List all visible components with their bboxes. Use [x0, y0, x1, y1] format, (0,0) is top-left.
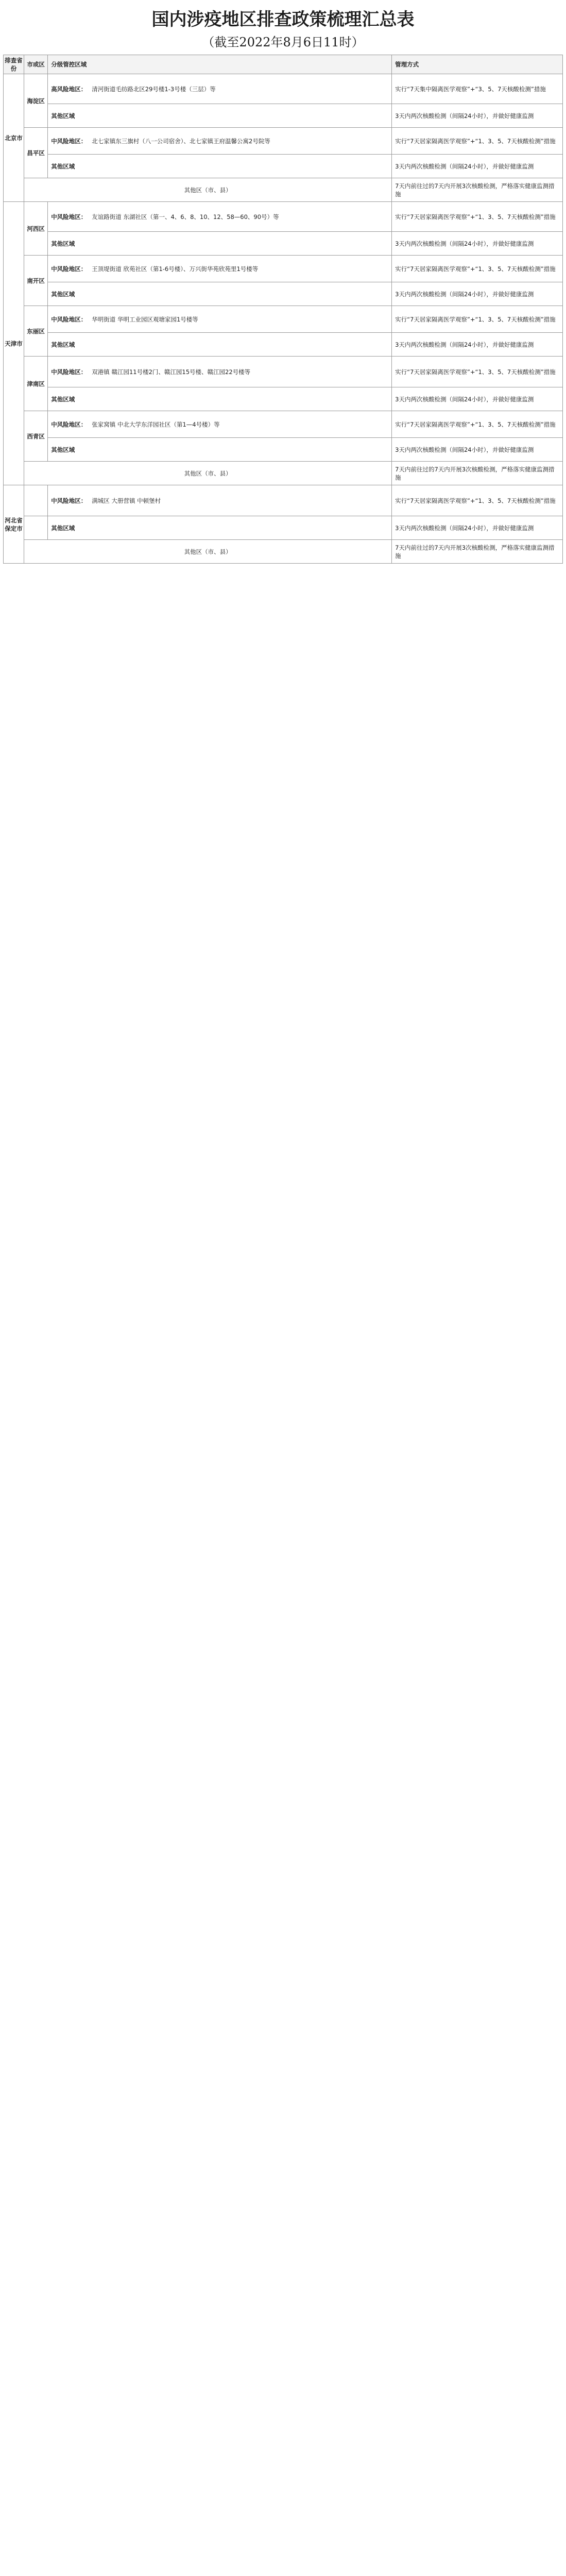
zone-cell	[48, 516, 392, 540]
policy-cell: 3天内两次核酸检测（间隔24小时），并做好健康监测	[392, 387, 563, 411]
zone-cell	[48, 387, 392, 411]
zone-cell	[48, 485, 392, 516]
zone-cell	[48, 232, 392, 256]
province-cell: 天津市	[4, 202, 24, 485]
risk-level-label: 其他区域	[51, 290, 75, 298]
table-row	[4, 104, 563, 128]
table-row	[4, 74, 563, 104]
table-row	[4, 282, 563, 306]
risk-level-label: 其他区域	[51, 240, 75, 247]
table-row	[4, 178, 563, 202]
zone-cell	[48, 438, 392, 462]
summary-cell: 其他区（市、县）	[24, 540, 392, 564]
risk-level-label: 其他区域	[51, 395, 75, 403]
risk-level-label: 中风险地区：	[51, 213, 87, 221]
policy-cell: 实行“7天居家隔离医学观察”+“1、3、5、7天核酸检测”措施	[392, 256, 563, 282]
district-cell: 昌平区	[24, 128, 48, 178]
policy-cell: 3天内两次核酸检测（间隔24小时），并做好健康监测	[392, 438, 563, 462]
table-row	[4, 540, 563, 564]
policy-cell: 7天内前往过的7天内开展3次核酸检测，严格落实健康监测措施	[392, 178, 563, 202]
zone-text: 友谊路街道 东湖社区（第一、4、6、8、10、12、58—60、90号）等	[92, 213, 279, 221]
district-cell: 西青区	[24, 411, 48, 462]
table-row	[4, 516, 563, 540]
summary-cell: 其他区（市、县）	[24, 178, 392, 202]
risk-level-label: 中风险地区：	[51, 420, 87, 428]
risk-level-label: 其他区域	[51, 341, 75, 348]
district-cell: 南开区	[24, 256, 48, 306]
table-row	[4, 256, 563, 282]
header-policy: 管理方式	[392, 55, 563, 74]
table-row	[4, 202, 563, 232]
zone-text: 满城区 大册营镇 中顿堡村	[92, 497, 161, 504]
table-row	[4, 232, 563, 256]
policy-cell: 实行“7天居家隔离医学观察”+“1、3、5、7天核酸检测”措施	[392, 357, 563, 387]
zone-cell	[48, 357, 392, 387]
district-cell: 津南区	[24, 357, 48, 411]
policy-cell: 7天内前往过的7天内开展3次核酸检测，严格落实健康监测措施	[392, 540, 563, 564]
summary-cell: 其他区（市、县）	[24, 462, 392, 485]
zone-cell	[48, 74, 392, 104]
policy-cell: 7天内前往过的7天内开展3次核酸检测，严格落实健康监测措施	[392, 462, 563, 485]
zone-text: 华明街道 华明工业园区观塘家园1号楼等	[92, 315, 198, 323]
table-row	[4, 128, 563, 155]
risk-level-label: 中风险地区：	[51, 368, 87, 376]
zone-cell	[48, 202, 392, 232]
policy-cell: 实行“7天居家隔离医学观察”+“1、3、5、7天核酸检测”措施	[392, 485, 563, 516]
policy-cell: 3天内两次核酸检测（间隔24小时），并做好健康监测	[392, 104, 563, 128]
table-row	[4, 155, 563, 178]
zone-cell	[48, 104, 392, 128]
table-row	[4, 333, 563, 357]
policy-cell: 实行“7天居家隔离医学观察”+“1、3、5、7天核酸检测”措施	[392, 202, 563, 232]
zone-cell	[48, 128, 392, 155]
page-subtitle: （截至2022年8月6日11时）	[202, 35, 364, 49]
policy-cell: 3天内两次核酸检测（间隔24小时），并做好健康监测	[392, 516, 563, 540]
district-cell: 海淀区	[24, 74, 48, 128]
policy-table	[3, 55, 563, 564]
table-row	[4, 306, 563, 333]
risk-level-label: 中风险地区：	[51, 497, 87, 504]
zone-text: 北七家镇东三旗村（八一公司宿舍）、北七家镇王府温馨公寓2号院等	[92, 137, 270, 145]
table-row	[4, 462, 563, 485]
risk-level-label: 其他区域	[51, 524, 75, 532]
policy-cell: 3天内两次核酸检测（间隔24小时），并做好健康监测	[392, 333, 563, 357]
province-cell: 河北省保定市	[4, 485, 24, 564]
zone-cell	[48, 333, 392, 357]
policy-cell: 3天内两次核酸检测（间隔24小时），并做好健康监测	[392, 282, 563, 306]
table-row	[4, 485, 563, 516]
header-zone: 分级管控区域	[48, 55, 392, 74]
table-row	[4, 411, 563, 438]
table-body	[4, 74, 563, 564]
risk-level-label: 中风险地区：	[51, 315, 87, 323]
zone-text: 王顶堤街道 欣苑社区（第1-6号楼）、万兴街华苑欣苑里1号楼等	[92, 265, 259, 273]
policy-cell: 实行“7天居家隔离医学观察”+“1、3、5、7天核酸检测”措施	[392, 128, 563, 155]
policy-cell: 实行“7天居家隔离医学观察”+“1、3、5、7天核酸检测”措施	[392, 411, 563, 438]
zone-text: 清河街道毛纺路北区29号楼1-3号楼（三层）等	[92, 85, 216, 93]
district-cell	[24, 485, 48, 516]
district-cell: 河西区	[24, 202, 48, 256]
district-cell	[24, 516, 48, 540]
risk-level-label: 其他区域	[51, 446, 75, 453]
province-cell: 北京市	[4, 74, 24, 202]
table-row	[4, 357, 563, 387]
risk-level-label: 中风险地区：	[51, 137, 87, 145]
table-row	[4, 438, 563, 462]
policy-cell: 实行“7天居家隔离医学观察”+“1、3、5、7天核酸检测”措施	[392, 306, 563, 333]
policy-cell: 3天内两次核酸检测（间隔24小时），并做好健康监测	[392, 155, 563, 178]
district-cell: 东丽区	[24, 306, 48, 357]
table-row	[4, 387, 563, 411]
zone-cell	[48, 306, 392, 333]
header-province: 排查省份	[4, 55, 24, 74]
table-header-row	[4, 55, 563, 74]
zone-text: 张家窝镇 中北大学东洋园社区（第1—4号楼）等	[92, 420, 220, 428]
policy-cell: 实行“7天集中隔离医学观察”+“3、5、7天核酸检测”措施	[392, 74, 563, 104]
header-district: 市或区	[24, 55, 48, 74]
risk-level-label: 其他区域	[51, 162, 75, 170]
policy-cell: 3天内两次核酸检测（间隔24小时），并做好健康监测	[392, 232, 563, 256]
zone-cell	[48, 256, 392, 282]
zone-text: 双港镇 赣江园11号楼2门、赣江园15号楼、赣江园22号楼等	[92, 368, 251, 376]
page-title: 国内涉疫地区排查政策梳理汇总表	[151, 9, 415, 30]
risk-level-label: 其他区域	[51, 112, 75, 120]
zone-cell	[48, 155, 392, 178]
risk-level-label: 高风险地区：	[51, 85, 87, 93]
risk-level-label: 中风险地区：	[51, 265, 87, 273]
zone-cell	[48, 411, 392, 438]
zone-cell	[48, 282, 392, 306]
